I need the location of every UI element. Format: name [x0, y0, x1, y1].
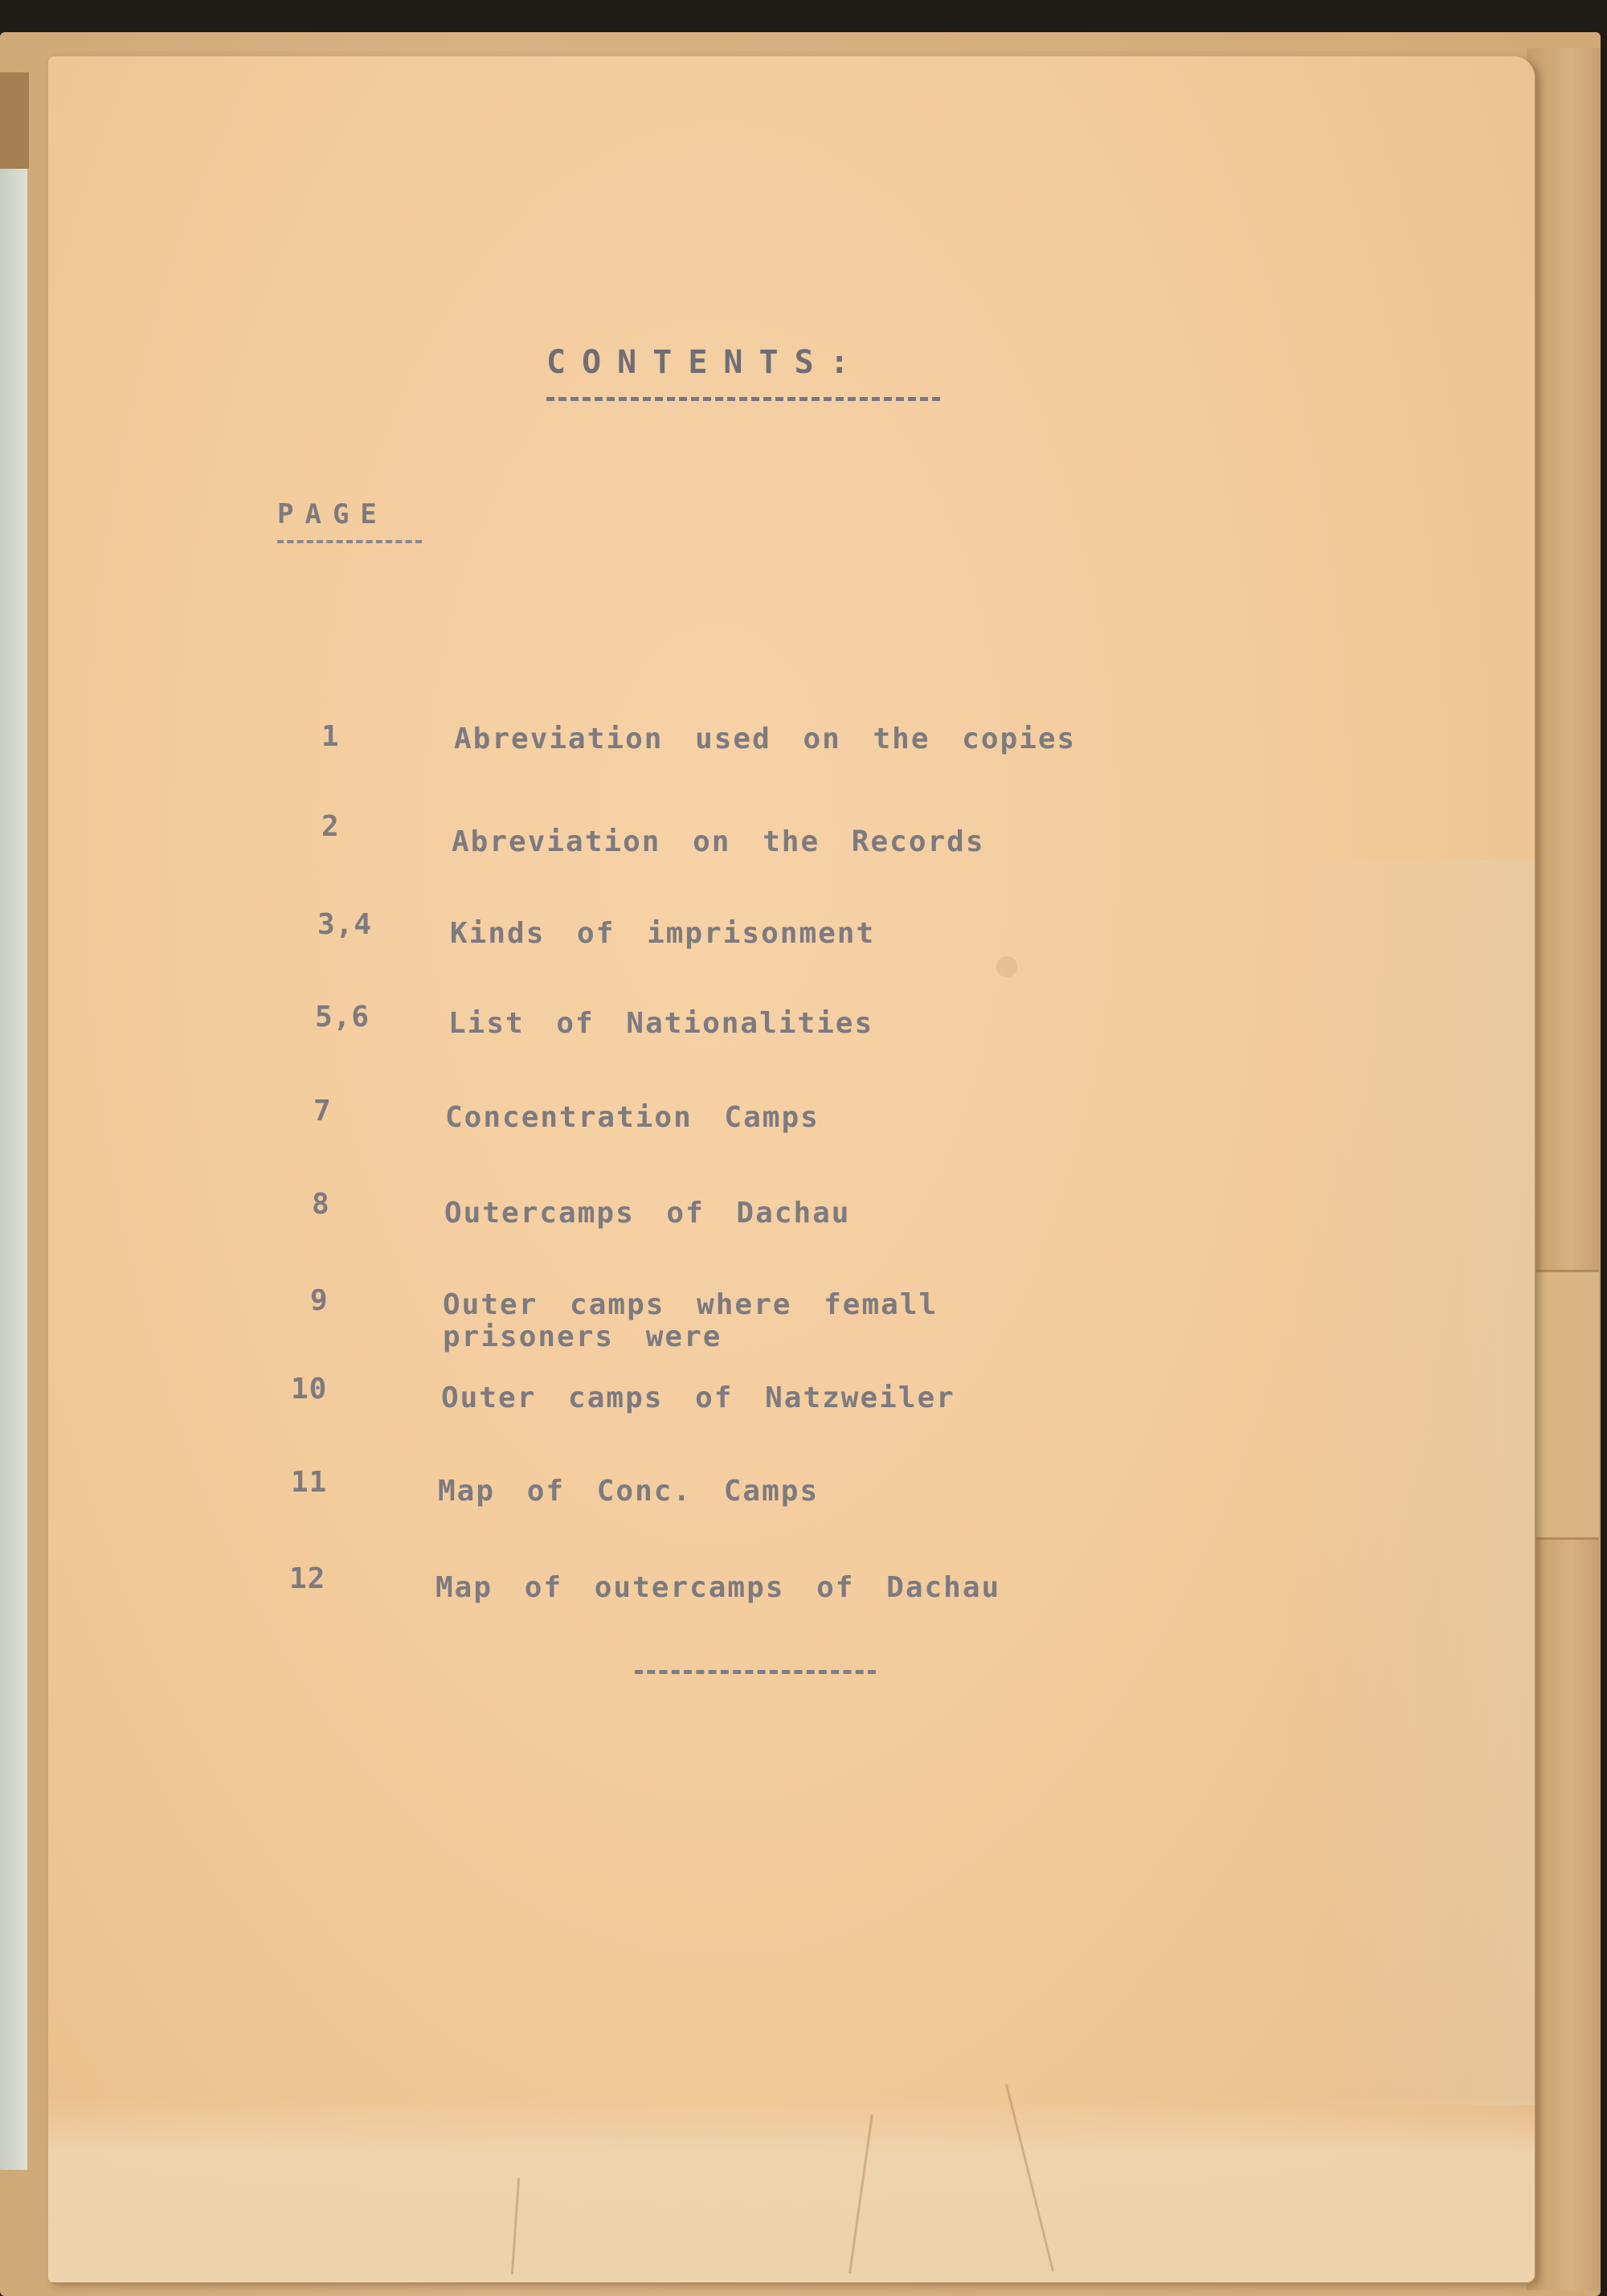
entry-page-number: 12 — [289, 1562, 326, 1595]
entry-title: Outercamps of Dachau — [444, 1197, 851, 1230]
entry-title: Map of Conc. Camps — [438, 1475, 820, 1508]
entry-page-number: 7 — [313, 1095, 332, 1128]
entry-title: Map of outercamps of Dachau — [435, 1571, 1001, 1604]
paper-stain — [996, 956, 1017, 977]
entry-page-number: 10 — [291, 1373, 328, 1406]
entry-title: Abreviation on the Records — [452, 825, 985, 858]
entry-title: Kinds of imprisonment — [450, 917, 876, 950]
page-column-label: PAGE — [277, 498, 388, 530]
entry-page-number: 8 — [312, 1188, 330, 1221]
entry-page-number: 5,6 — [315, 1001, 370, 1033]
entry-title-line-2: prisoners were — [443, 1320, 722, 1353]
sheet-discoloration — [1286, 860, 1535, 2106]
heading-underline — [546, 397, 940, 401]
entry-title: Outer camps of Natzweiler — [441, 1381, 955, 1414]
entry-title: Abreviation used on the copies — [454, 722, 1077, 755]
page-label-underline — [277, 540, 422, 543]
entry-page-number: 3,4 — [317, 908, 373, 941]
gray-paper-strip — [0, 161, 27, 2170]
entry-page-number: 11 — [291, 1466, 328, 1499]
entry-title: Concentration Camps — [445, 1101, 820, 1134]
entry-title-line-1: Outer camps where femall — [443, 1288, 938, 1321]
entry-page-number: 9 — [310, 1284, 329, 1317]
sheet-bottom-fade — [48, 2098, 1535, 2282]
contents-sheet — [48, 56, 1535, 2282]
folder-right-edge — [1527, 48, 1601, 2290]
left-binding-strip — [0, 72, 29, 169]
contents-heading: CONTENTS: — [546, 344, 865, 381]
entry-title: List of Nationalities — [448, 1007, 874, 1040]
entry-page-number: 1 — [321, 720, 340, 753]
entry-page-number: 2 — [321, 810, 340, 843]
end-of-contents-rule — [635, 1670, 876, 1674]
